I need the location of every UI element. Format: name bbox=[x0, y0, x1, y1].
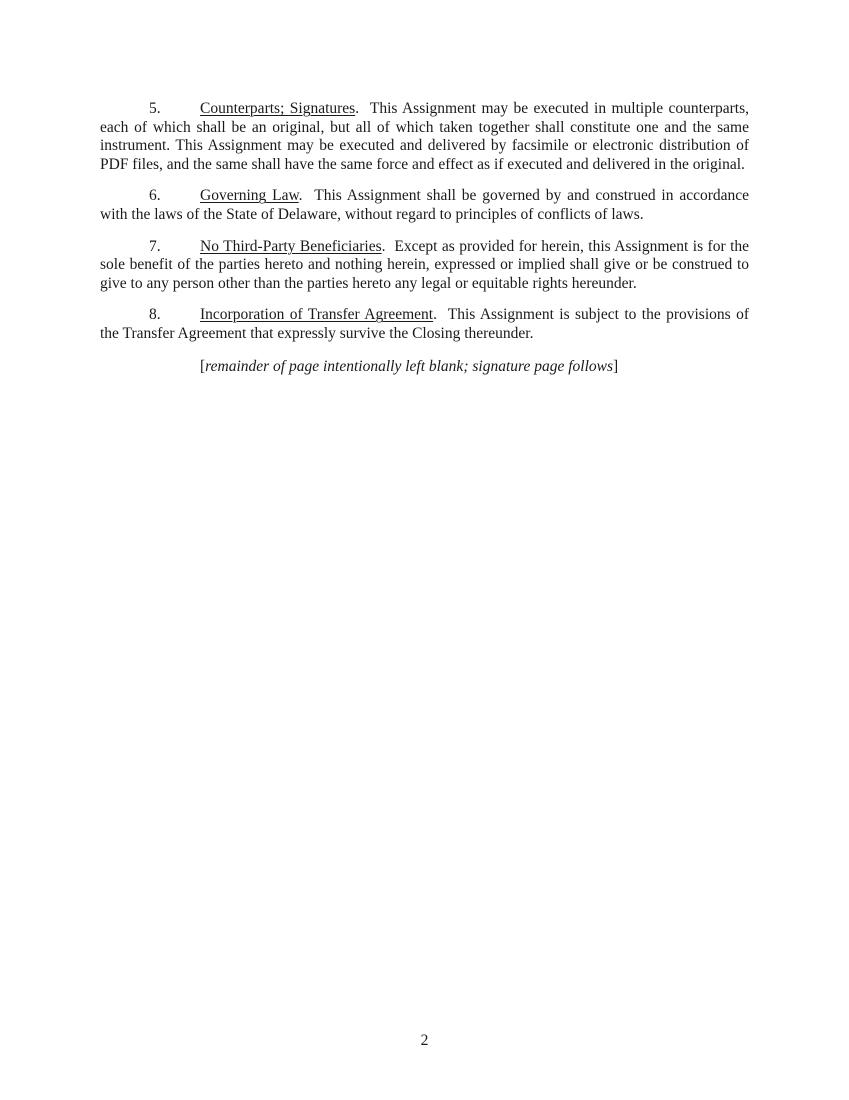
section-heading: Counterparts; Signatures bbox=[200, 100, 356, 117]
bracket-close: ] bbox=[613, 357, 619, 375]
section-number: 7. bbox=[149, 237, 161, 255]
section-7: 7. No Third-Party Beneficiaries. Except as provided for herein, this Assignment is for the sole benefit of the parties hereto and nothing herein, expressed or implied shall give or be construed to give to any person other than the parties hereto any legal or equitable rights hereunder. bbox=[100, 237, 750, 292]
document-page bbox=[100, 100, 749, 392]
section-body: This Assignment is subject to the provisions of the Transfer Agreement that expressly survive the Closing thereunder. bbox=[100, 306, 749, 342]
section-5: 5. Counterparts; Signatures. This Assignment may be executed in multiple counterparts, each of which shall be an original, but all of which taken together shall constitute one and the same instrument. This Assignment may be executed and delivered by facsimile or electronic distribution of PDF files, and the same shall have the same force and effect as if executed and delivered in the original. bbox=[100, 100, 750, 173]
section-8: 8. Incorporation of Transfer Agreement. This Assignment is subject to the provisions of the Transfer Agreement that expressly survive the Closing thereunder. bbox=[100, 306, 749, 342]
blank-page-note-text: remainder of page intentionally left blank; signature page follows bbox=[205, 357, 614, 375]
section-heading: Incorporation of Transfer Agreement bbox=[200, 306, 434, 324]
section-body: Except as provided for herein, this Assignment is for the sole benefit of the parties hereto and nothing herein, expressed or implied shall give or be construed to give to any person other than the parties hereto any legal or equitable rights hereunder. bbox=[100, 237, 750, 292]
section-number: 6. bbox=[149, 187, 161, 205]
section-number: 5. bbox=[149, 100, 161, 117]
section-body: This Assignment shall be governed by and construed in accordance with the laws of the State of Delaware, without regard to principles of conflicts of laws. bbox=[100, 187, 750, 223]
section-heading: Governing Law bbox=[200, 187, 299, 205]
page-number: 2 bbox=[420, 1032, 429, 1049]
section-6: 6. Governing Law. This Assignment shall be governed by and construed in accordance with the laws of the State of Delaware, without regard to principles of conflicts of laws. bbox=[100, 187, 750, 223]
section-body: This Assignment may be executed in multiple counterparts, each of which shall be an original, but all of which taken together shall constitute one and the same instrument. This Assignment may be executed and delivered by facsimile or electronic distribution of PDF files, and the same shall have the same force and effect as if executed and delivered in the original. bbox=[100, 100, 750, 173]
blank-page-note bbox=[100, 358, 749, 377]
section-number: 8. bbox=[149, 306, 161, 324]
section-heading: No Third-Party Beneficiaries bbox=[200, 237, 382, 255]
bracket-open: [ bbox=[200, 357, 206, 375]
